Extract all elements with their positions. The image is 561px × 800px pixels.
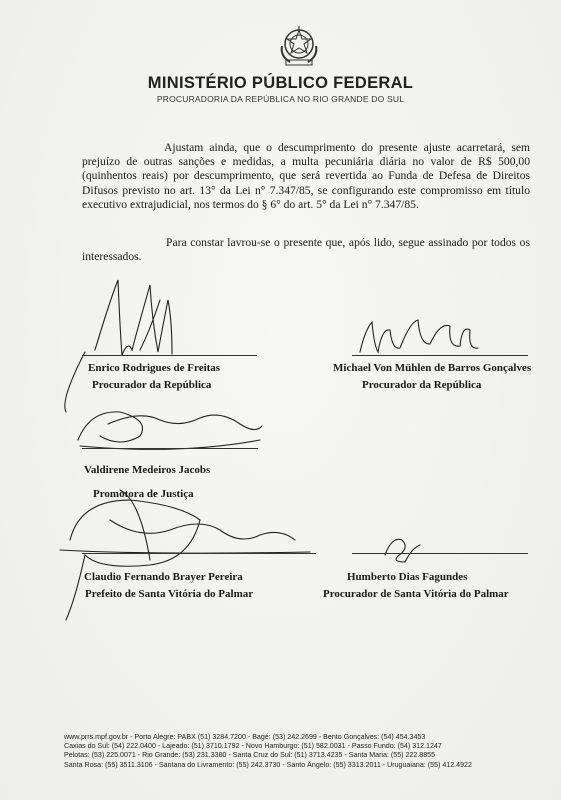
signatory-role: Promotora de Justiça — [93, 488, 194, 500]
footer-contacts — [64, 733, 554, 770]
signatory-role: Procurador da República — [362, 379, 482, 391]
paragraph-closing: Para constar lavrou-se o presente que, após lido, segue assinado por todos os interessados. — [82, 236, 530, 264]
signature-line — [82, 553, 316, 554]
signatory-name: Michael Von Mühlen de Barros Gonçalves — [333, 362, 532, 374]
signatory-role: Procurador da República — [92, 379, 212, 391]
signatory-role: Prefeito de Santa Vitória do Palmar — [85, 588, 254, 600]
footer-line: Santa Rosa: (55) 3511.3106 - Santana do Livramento: (55) 242.3730 - Santo Ângelo: (55) 3313.2011 - Uruguaiana: (55) 412.4922 — [64, 760, 472, 769]
footer-line: www.prrs.mpf.gov.br - Porto Alegre: PABX (51) 3284.7200 - Bagé: (53) 242.2699 - Bento Gonçalves: (54) 454.3453 — [64, 733, 426, 741]
signatory-name: Humberto Dias Fagundes — [347, 571, 468, 583]
footer-line: Pelotas: (53) 225.0071 - Rio Grande: (53) 231.3380 - Santa Cruz do Sul: (51) 3713.4235 - Santa Maria: (55) 222.8855 — [64, 751, 436, 760]
ministry-title: MINISTÉRIO PÚBLICO FEDERAL — [147, 74, 414, 92]
footer-line: Caxias do Sul: (54) 222.0400 - Lajeado: (51) 3710.1792 - Novo Hamburgo: (51) 582.0031 - Passo Fundo: (54) 312.1247 — [64, 742, 442, 751]
signature-line — [352, 355, 528, 356]
signatory-name: Claudio Fernando Brayer Pereira — [84, 571, 243, 583]
signatory-name: Valdirene Medeiros Jacobs — [84, 464, 211, 476]
signature-line — [82, 355, 257, 356]
paragraph-penalty: Ajustam ainda, que o descumprimento do presente ajuste acarretará, sem prejuízo de outras sanções e medidas, a multa pecuniária diária no valor de R$ 500,00 (quinhentos reais) por descumprimento, que será revertida ao Funda de Defesa de Direitos Difusos previsto no art. 13° da Lei n° 7.347/85, se configurando este compromisso em título executivo extrajudicial, nos termos do § 6° do art. 5° da Lei n° 7.347/85. — [82, 141, 530, 211]
signature-line — [82, 448, 258, 449]
signatory-role: Procurador de Santa Vitória do Palmar — [323, 588, 509, 600]
signatory-name: Enrico Rodrigues de Freitas — [88, 362, 221, 374]
procuradoria-subtitle: PROCURADORIA DA REPÚBLICA NO RIO GRANDE DO SUL — [156, 94, 405, 104]
signature-line — [352, 553, 528, 554]
